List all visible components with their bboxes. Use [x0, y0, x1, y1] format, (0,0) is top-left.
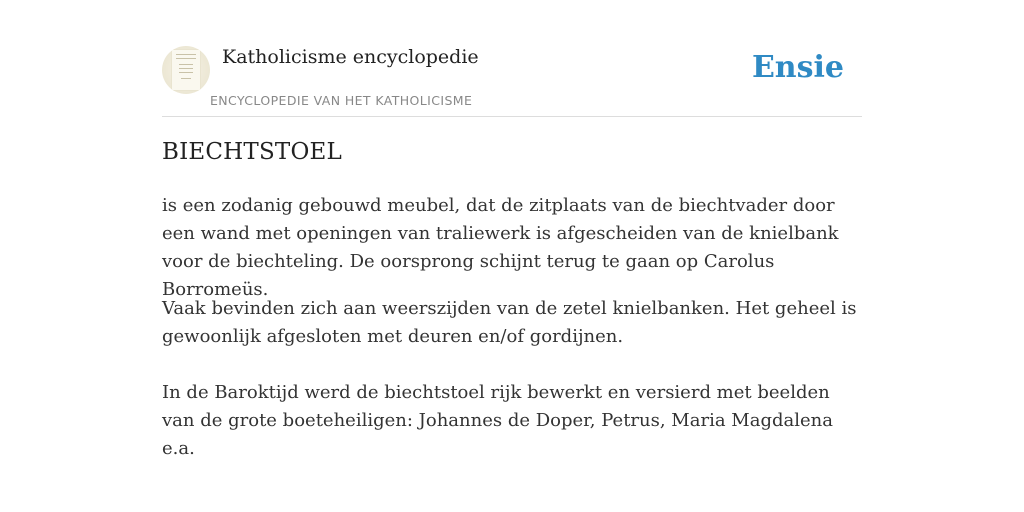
article-paragraph: Vaak bevinden zich aan weerszijden van de zetel knielbanken. Het geheel is gewoonlijk afgesloten met deuren en/of gordijnen.: [162, 298, 857, 347]
book-line: [176, 58, 196, 59]
page: [162, 0, 862, 459]
brand-logo[interactable]: Ensie: [751, 50, 844, 85]
book-line: [179, 68, 193, 69]
article-title: BIECHTSTOEL: [162, 139, 342, 165]
site-title[interactable]: Katholicisme encyclopedie: [222, 46, 479, 68]
book-page-shape: [172, 50, 200, 90]
article-paragraph: In de Baroktijd werd de biechtstoel rijk bewerkt en versierd met beelden van de grote boeteheiligen: Johannes de Doper, Petrus, Maria Magdalena e.a.: [162, 382, 833, 459]
book-line: [179, 72, 193, 73]
site-subtitle: ENCYCLOPEDIE VAN HET KATHOLICISME: [210, 93, 473, 108]
book-line: [179, 64, 193, 65]
book-line: [176, 54, 196, 55]
encyclopedia-logo-icon[interactable]: [162, 46, 210, 94]
site-header: [162, 0, 862, 117]
book-line: [181, 78, 191, 79]
article-paragraph: is een zodanig gebouwd meubel, dat de zitplaats van de biechtvader door een wand met openingen van traliewerk is afgescheiden van de knielbank voor de biechteling. De oorsprong schijnt terug te gaan op Carolus Borromeüs.: [162, 195, 839, 300]
